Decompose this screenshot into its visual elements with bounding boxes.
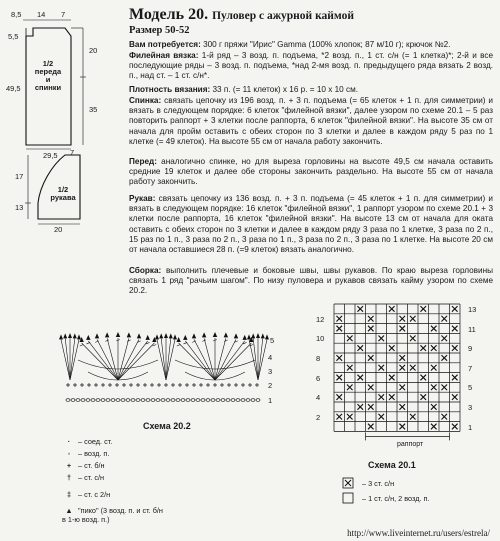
legend-item: + – ст. б/н	[62, 461, 105, 470]
legend-empty-cell	[343, 493, 353, 503]
model-title: Пуловер с ажурной каймой	[212, 10, 354, 22]
scheme-20-2-caption: Схема 20.2	[143, 421, 191, 431]
dim-right-bottom: 35	[89, 105, 98, 114]
watermark: http://www.liveinternet.ru/users/estrela/	[347, 528, 490, 538]
row-number-right: 11	[468, 324, 476, 334]
dagger-icon: †	[66, 473, 72, 482]
plus-icon: +	[66, 461, 72, 470]
size-label: Размер 50-52	[129, 25, 190, 36]
grid-legend-item: – 1 ст. с/н, 2 возд. п.	[362, 494, 430, 503]
dot-icon: ·	[67, 437, 71, 446]
legend-item: † – ст. с/н	[62, 473, 104, 482]
row-number-left: 12	[316, 314, 325, 324]
dim-right-top: 20	[89, 46, 98, 55]
row-number-left: 8	[316, 354, 321, 363]
lace-row-number: 1	[268, 396, 273, 405]
dim-top-b: 14	[37, 10, 46, 19]
sleeve-dim-bottom: 20	[54, 225, 63, 234]
assembly-paragraph: Сборка: выполнить плечевые и боковые швы, швы рукавов. По краю выреза горловины связать 1 ряд "рачьим шагом". По низу пуловера и рукавов связать кайму узором по схеме 20.2.	[129, 266, 494, 296]
lace-row-number: 2	[268, 381, 273, 390]
sleeve-paragraph: Рукав: связать цепочку из 136 возд. п. + 3 п. подъема (= 45 клеток + 1 п. для симметрии) и вязать в следующем порядке: 16 клеток "филейной вязки", 1 раппорт узором по схеме 20.1 + 3 клетки после раппорта, 16 клеток "филейной вязки". На высоте 13 см от начала для оката оставить с обеих сторон по 3 клетки и далее в каждом ряду 3 раза по 1 клетке, 3 раза по 2 п., 15 раз по 1 п., 3 раза по 2 п., 3 раза по 1 п., 3 раза по 2 п., 3 раза по 1 клетке. На высоте 20 см от начала оставшиеся 28 п. (=9 клеток) вязать аналогично.	[129, 194, 494, 255]
row-number-right: 5	[468, 383, 473, 393]
scheme-20-1-caption: Схема 20.1	[368, 460, 416, 470]
materials-paragraph: Вам потребуется: 300 г пряжи "Ирис" Gamma (100% хлопок; 87 м/10 г); крючок №2.	[129, 40, 451, 49]
dim-top-c: 7	[61, 10, 66, 19]
sleeve-dim-right: 7	[70, 148, 75, 157]
rapport-label: раппорт	[397, 441, 424, 448]
lace-row-number: 4	[268, 353, 273, 362]
lace-row-number: 3	[268, 367, 273, 376]
row-number-right: 13	[468, 305, 477, 314]
sleeve-piece-label: 1/2 рукава	[50, 185, 76, 202]
back-paragraph: Спинка: связать цепочку из 196 возд. п. + 3 п. подъема (= 65 клеток + 1 п. для симметрии) и вязать в следующем порядке: 6 клеток "филейной вязки", далее узором по схеме 20.1 – 5 раз повторить раппорт + 3 клетки после раппорта, 6 клеток "филейной вязки". На высоте 35 см от начала для пройм оставить с обеих сторон по 3 клетки и далее в каждом ряду 5 раз по 1 клетке (= 49 клеток). На высоте 55 см от начала работу закончить.	[129, 96, 493, 146]
row-number-left: 6	[316, 373, 321, 383]
row-number-left: 2	[316, 412, 321, 422]
double-dagger-icon: ‡	[66, 490, 72, 499]
lace-row-number: 5	[270, 336, 275, 345]
front-paragraph: Перед: аналогично спинке, но для выреза горловины на высоте 49,5 см начала оставить средние 19 клеток и далее обе стороны закончить раздельно. На высоте 55 см от начала работу закончить.	[129, 157, 493, 187]
filet-paragraph: Филейная вязка: 1-й ряд – 3 возд. п. подъема, *2 возд. п., 1 ст. с/н (= 1 клетка)*; 2-й и все последующие ряды – 3 возд. п. подъема, *над 2-мя возд. п. предыдущего ряда вязать 2 возд. п., над ст. – 1 ст. с/н*.	[129, 51, 494, 81]
row-number-right: 9	[468, 344, 473, 354]
body-piece-label: 1/2 переда и спинки	[34, 59, 62, 92]
row-number-right: 7	[468, 363, 473, 373]
row-number-right: 3	[468, 403, 473, 412]
grid-legend-item: – 3 ст. с/н	[362, 479, 395, 488]
legend-item: · – соед. ст.	[62, 437, 112, 446]
sleeve-dim-left-bottom: 13	[15, 203, 24, 212]
sleeve-dim-left-top: 17	[15, 172, 24, 181]
dim-left-top: 5,5	[8, 32, 19, 41]
density-paragraph: Плотность вязания: 33 п. (= 11 клеток) х 16 р. = 10 х 10 см.	[129, 85, 358, 94]
model-number: Модель 20.	[129, 6, 209, 23]
legend-item: ▲ "пико" (3 возд. п. и ст. б/н в 1-ю возд. п.)	[62, 506, 163, 524]
legend-item: ◦ – возд. п.	[62, 449, 109, 458]
dim-top-a: 8,5	[11, 10, 22, 19]
legend-item: ‡ – ст. с 2/н	[62, 490, 110, 499]
dim-bottom: 29,5	[43, 151, 58, 160]
oval-icon: ◦	[67, 449, 71, 458]
row-number-left: 4	[316, 393, 321, 403]
picot-icon: ▲	[65, 506, 73, 515]
row-number-left: 10	[316, 334, 325, 344]
dim-left: 49,5	[6, 84, 21, 93]
row-number-right: 1	[468, 422, 473, 432]
